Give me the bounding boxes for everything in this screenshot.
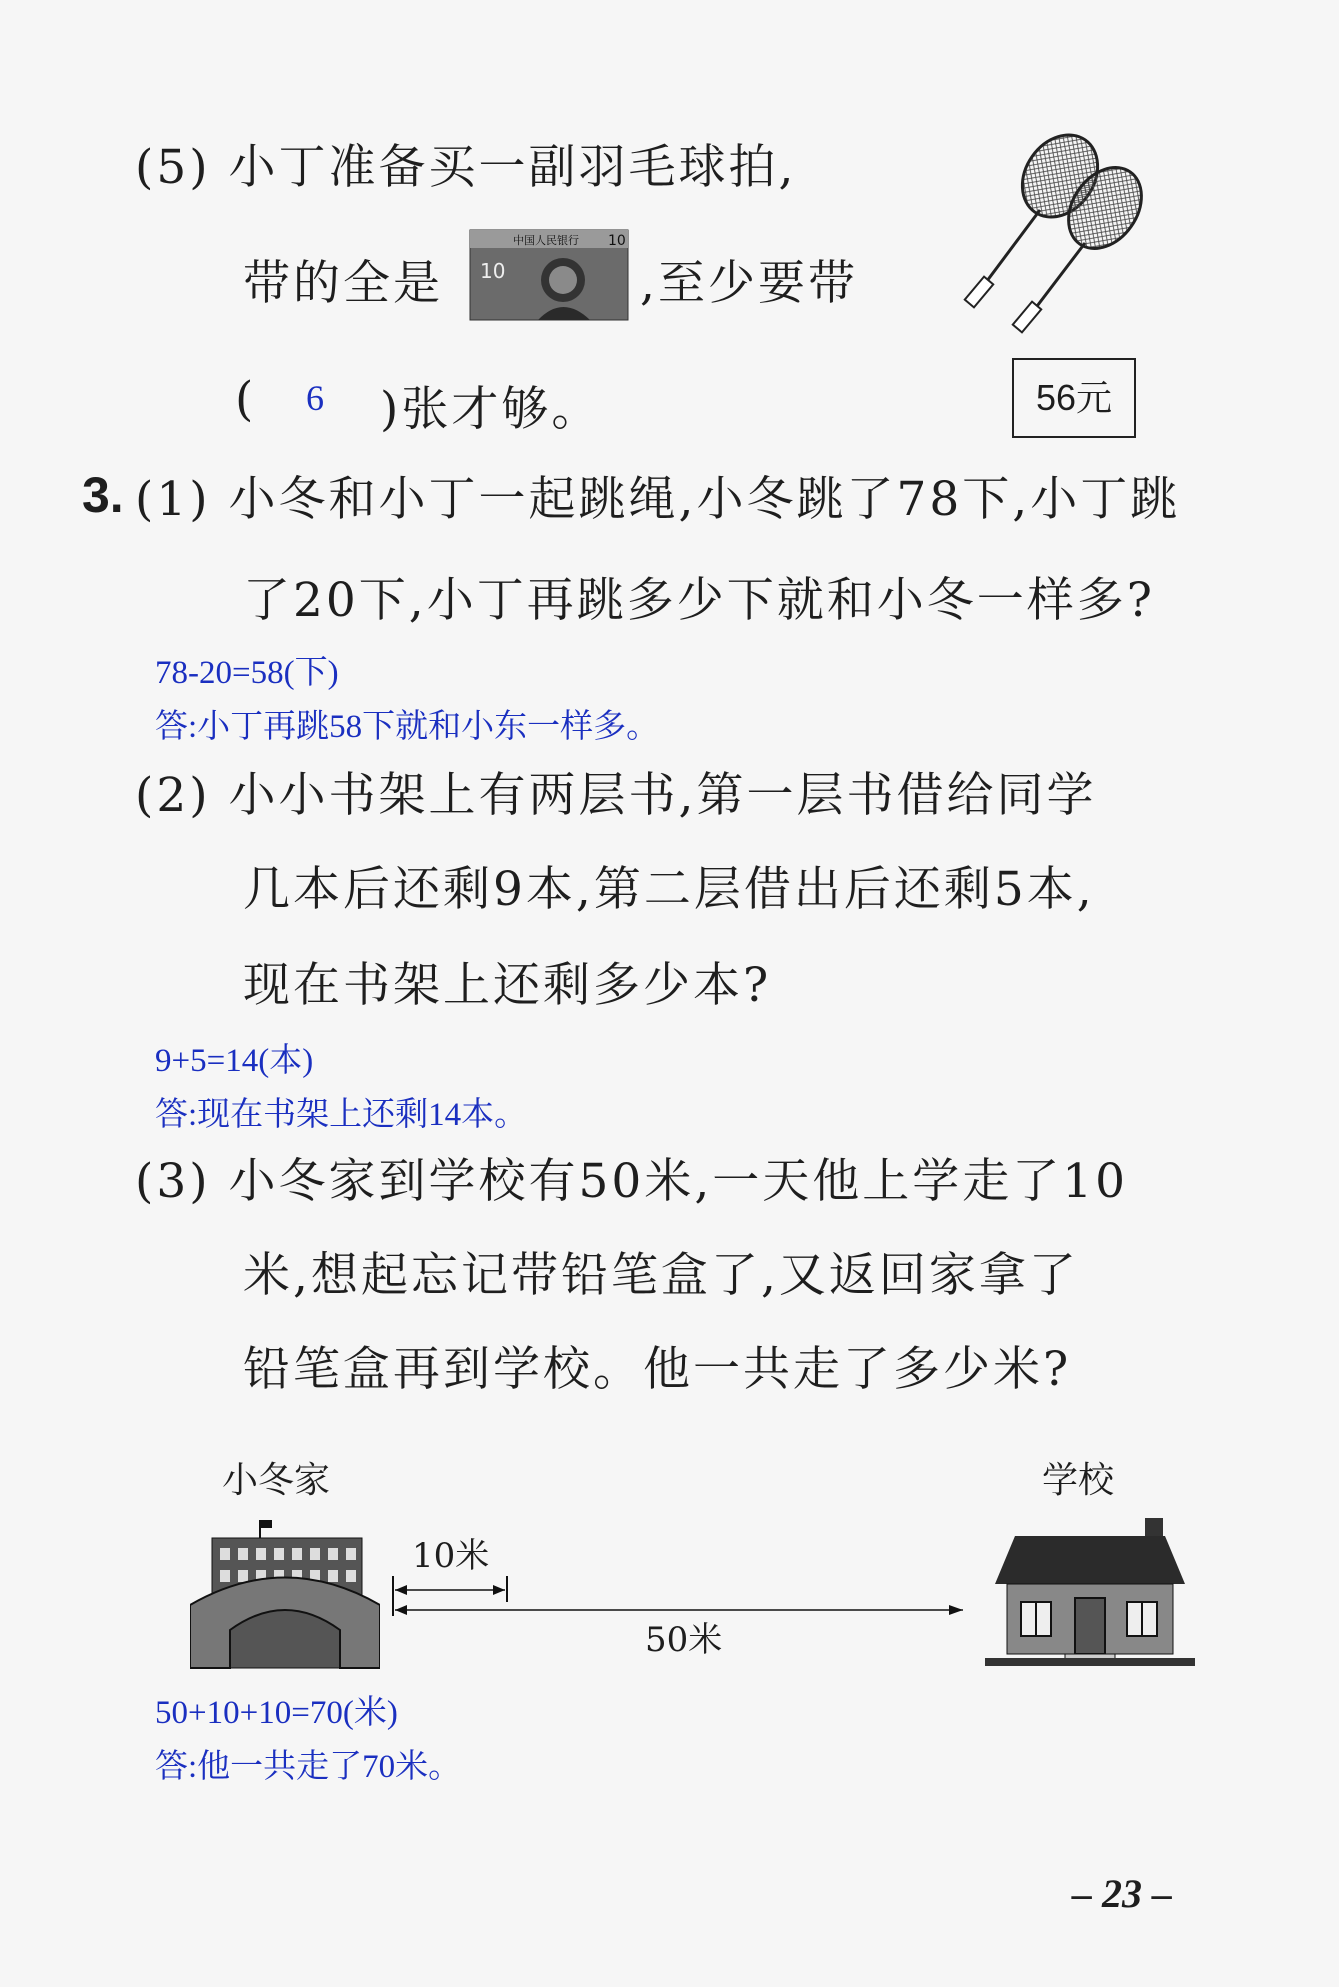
distance-short-label: 10米 [412, 1536, 490, 1576]
q3-1-answer-calc: 78-20=58(下) [155, 655, 339, 691]
school-label: 学校 [1042, 1460, 1115, 1501]
q5-blank-open: ( [235, 372, 257, 427]
q3-1-line2: 了20下,小丁再跳多少下就和小冬一样多? [243, 573, 1155, 628]
distance-long-label: 50米 [645, 1620, 723, 1660]
q3-3-line2: 米,想起忘记带铅笔盒了,又返回家拿了 [243, 1248, 1079, 1303]
q3-1-answer-text: 答:小丁再跳58下就和小东一样多。 [155, 709, 660, 745]
q5-line2b: ,至少要带 [640, 256, 858, 311]
price-box: 56元 [1012, 358, 1136, 438]
badminton-rackets-image [960, 128, 1190, 338]
school-building-image [985, 1518, 1195, 1668]
q5-answer: 6 [306, 378, 324, 418]
q3-2-line3: 现在书架上还剩多少本? [243, 958, 772, 1013]
q3-2-answer-calc: 9+5=14(本) [155, 1043, 314, 1079]
q3-2-line2: 几本后还剩9本,第二层借出后还剩5本, [243, 862, 1095, 917]
banknote-value-left: 10 [480, 259, 506, 283]
home-label: 小冬家 [222, 1460, 331, 1501]
q5-line1: (5) 小丁准备买一副羽毛球拍, [135, 140, 797, 195]
q5-blank-close: )张才够。 [380, 382, 602, 437]
banknote-image [468, 228, 630, 322]
q3-3-answer-calc: 50+10+10=70(米) [155, 1695, 398, 1731]
q3-2-answer-text: 答:现在书架上还剩14本。 [155, 1097, 528, 1133]
q3-3-answer-text: 答:他一共走了70米。 [155, 1749, 462, 1785]
q3-number: 3. [82, 467, 124, 523]
home-building-image [190, 1520, 380, 1670]
q3-3-line1: (3) 小冬家到学校有50米,一天他上学走了10 [135, 1154, 1129, 1209]
q3-2-line1: (2) 小小书架上有两层书,第一层书借给同学 [135, 768, 1097, 823]
banknote-bank-text: 中国人民银行 [513, 234, 579, 247]
q3-1-line1: (1) 小冬和小丁一起跳绳,小冬跳了78下,小丁跳 [135, 472, 1181, 527]
page-number: – 23 – [1072, 1871, 1172, 1916]
q3-3-line3: 铅笔盒再到学校。他一共走了多少米? [243, 1342, 1072, 1397]
banknote-value-top: 10 [608, 233, 626, 249]
q5-line2a: 带的全是 [243, 256, 443, 311]
